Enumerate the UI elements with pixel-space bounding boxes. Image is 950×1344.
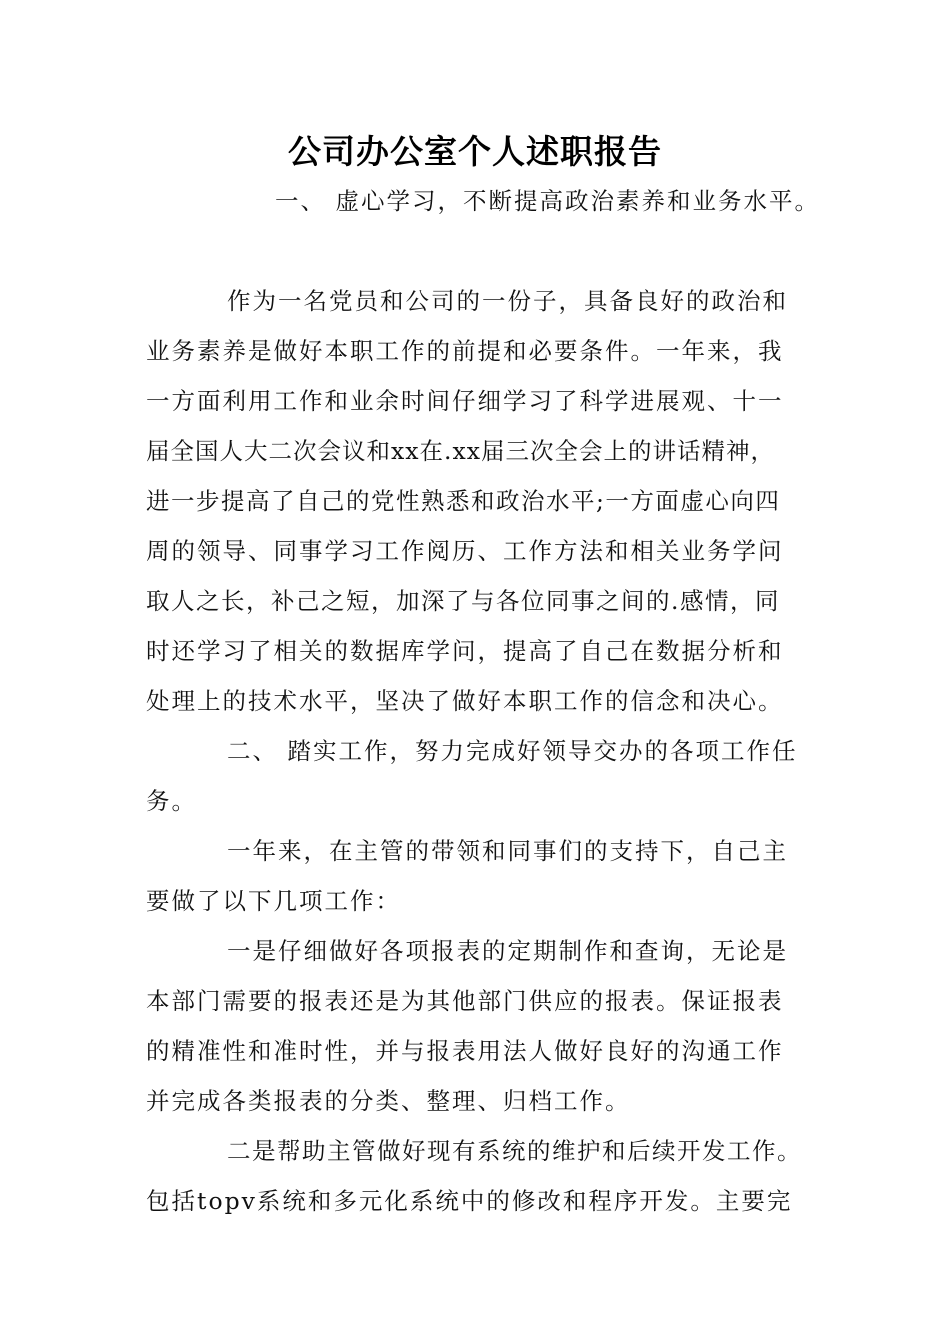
paragraph-line: 进一步提高了自己的党性熟悉和政治水平;一方面虚心向四 <box>146 487 781 515</box>
section-heading-2: 二、 踏实工作，努力完成好领导交办的各项工作任 <box>227 737 798 765</box>
document-title: 公司办公室个人述职报告 <box>288 132 662 171</box>
section-heading-1: 一、 虚心学习，不断提高政治素养和业务水平。 <box>275 187 820 215</box>
paragraph-line: 时还学习了相关的数据库学问，提高了自己在数据分析和 <box>146 637 784 665</box>
paragraph-line: 的精准性和准时性，并与报表用法人做好良好的沟通工作 <box>146 1037 784 1065</box>
paragraph-line: 作为一名党员和公司的一份子，具备良好的政治和 <box>227 287 788 315</box>
section-heading-2-cont: 务。 <box>146 787 197 815</box>
paragraph-line: 业务素养是做好本职工作的前提和必要条件。一年来，我 <box>146 337 784 365</box>
paragraph-line: 周的领导、同事学习工作阅历、工作方法和相关业务学问 <box>146 537 784 565</box>
paragraph-line: 包括topv系统和多元化系统中的修改和程序开发。主要完 <box>146 1187 793 1215</box>
paragraph-line: 一方面利用工作和业余时间仔细学习了科学进展观、十一 <box>146 387 784 415</box>
paragraph-line: 二是帮助主管做好现有系统的维护和后续开发工作。 <box>227 1137 802 1165</box>
paragraph-line: 本部门需要的报表还是为其他部门供应的报表。保证报表 <box>146 987 784 1015</box>
paragraph-line: 届全国人大二次会议和xx在.xx届三次全会上的讲话精神， <box>146 437 775 465</box>
paragraph-line: 一年来，在主管的带领和同事们的支持下，自己主 <box>227 837 788 865</box>
paragraph-line: 取人之长，补己之短，加深了与各位同事之间的.感情，同 <box>146 587 780 615</box>
paragraph-line: 并完成各类报表的分类、整理、归档工作。 <box>146 1087 631 1115</box>
paragraph-line: 要做了以下几项工作： <box>146 887 401 915</box>
paragraph-line: 处理上的技术水平，坚决了做好本职工作的信念和决心。 <box>146 687 784 715</box>
paragraph-line: 一是仔细做好各项报表的定期制作和查询，无论是 <box>227 937 788 965</box>
